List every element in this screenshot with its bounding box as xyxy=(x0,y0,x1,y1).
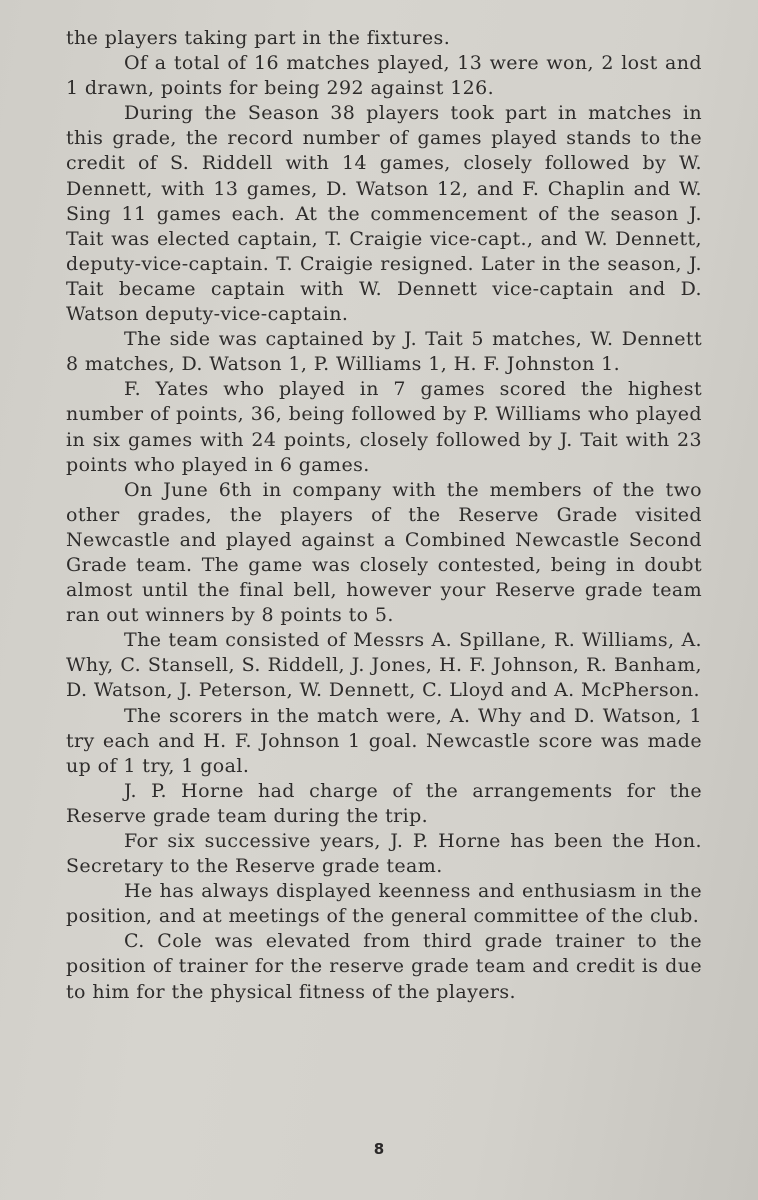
paragraph-arrangements: J. P. Horne had charge of the arrangements for the Reserve grade team during the trip. xyxy=(66,779,702,827)
body-text xyxy=(66,26,702,1005)
paragraph-team-list: The team consisted of Messrs A. Spillane, R. Williams, A. Why, C. Stansell, S. Riddell, J. Jones, H. F. Johnson, R. Banham, D. Watson, J. Peterson, W. Dennett, C. Lloyd and A. McPherson. xyxy=(66,629,702,702)
page-number: 8 xyxy=(373,1140,385,1158)
paragraph-enthusiasm: He has always displayed keenness and enthusiasm in the position, and at meetings of the general committee of the club. xyxy=(66,880,702,928)
paragraph-captaincy: The side was captained by J. Tait 5 matches, W. Dennett 8 matches, D. Watson 1, P. Williams 1, H. F. Johnston 1. xyxy=(66,328,702,376)
paragraph-trainer: C. Cole was elevated from third grade trainer to the position of trainer for the reserve grade team and credit is due to him for the physical fitness of the players. xyxy=(66,930,702,1003)
paragraph-continuation: the players taking part in the fixtures. xyxy=(66,27,451,49)
paragraph-match-totals: Of a total of 16 matches played, 13 were won, 2 lost and 1 drawn, points for being 292 against 126. xyxy=(66,52,702,100)
paragraph-newcastle-visit: On June 6th in company with the members of the two other grades, the players of the Reserve Grade visited Newcastle and played against a Combined Newcastle Second Grade team. The game was closely contested, being in doubt almost until the final bell, however your Reserve grade team ran out winners by 8 points to 5. xyxy=(66,478,702,627)
paragraph-season-players: During the Season 38 players took part in matches in this grade, the record number of games played stands to the credit of S. Riddell with 14 games, closely followed by W. Dennett, with 13 games, D. Watson 12, and F. Chaplin and W. Sing 11 games each. At the commencement of the season J. Tait was elected captain, T. Craigie vice-capt., and W. Dennett, deputy-vice-captain. T. Craigie resigned. Later in the season, J. Tait became captain with W. Dennett vice-captain and D. Watson deputy-vice-captain. xyxy=(66,102,702,326)
paragraph-secretary: For six successive years, J. P. Horne has been the Hon. Secretary to the Reserve grade team. xyxy=(66,830,702,878)
paragraph-top-scorers: F. Yates who played in 7 games scored the highest number of points, 36, being followed by P. Williams who played in six games with 24 points, closely followed by J. Tait with 23 points who played in 6 games. xyxy=(66,378,702,476)
paragraph-scorers: The scorers in the match were, A. Why and D. Watson, 1 try each and H. F. Johnson 1 goal. Newcastle score was made up of 1 try, 1 goal. xyxy=(66,704,702,777)
